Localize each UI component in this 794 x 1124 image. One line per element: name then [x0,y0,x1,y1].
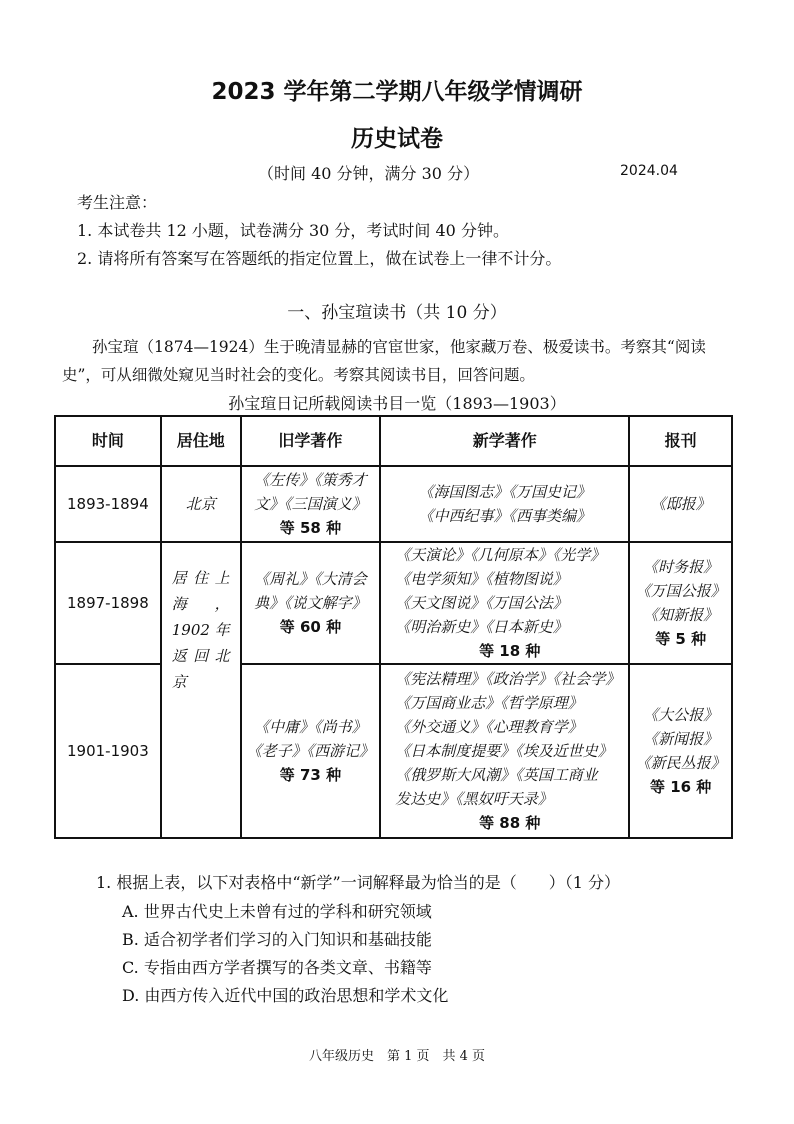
cell-residence [161,542,241,838]
book-line: 《俄罗斯大风潮》《英国工商业 [395,766,598,784]
book-line: 《外交通义》《心理教育学》 [395,718,583,736]
notice-item: 2. 请将所有答案写在答题纸的指定位置上，做在试卷上一律不计分。 [77,249,562,268]
book-count: 等 18 种 [479,642,541,660]
section-intro-line: 孙宝瑄（1874—1924）生于晚清显赫的官宦世家，他家藏万卷、极爱读书。考察其“阅读 [92,338,706,356]
residence-text: 居住上海，1902年返回北京 [171,569,230,691]
table-row [55,542,732,664]
paper-line: 《知新报》 [643,606,719,624]
cell-papers [629,466,732,542]
cell-time: 1901-1903 [55,664,161,838]
cell-residence: 北京 [161,466,241,542]
section-heading: 一、孙宝瑄读书（共 10 分） [287,303,507,323]
cell-time: 1893-1894 [55,466,161,542]
book-line: 《电学须知》《植物图说》 [395,570,568,588]
paper-count: 等 5 种 [655,630,707,648]
option-d[interactable]: D. 由西方传入近代中国的政治思想和学术文化 [122,986,449,1005]
book-line: 《万国商业志》《哲学原理》 [395,694,583,712]
paper-count: 等 16 种 [649,778,712,796]
book-line: 文》《三国演义》 [254,495,367,513]
book-line: 《左传》《策秀才 [254,471,367,489]
paper-line: 《新闻报》 [643,730,719,748]
page-footer: 八年级历史 第 1 页 共 4 页 [308,1049,486,1064]
book-line: 《宪法精理》《政治学》《社会学》 [395,670,621,688]
cell-papers [629,664,732,838]
book-line: 《天文图说》《万国公法》 [395,594,568,612]
book-line: 《天演论》《几何原本》《光学》 [395,546,606,564]
cell-time: 1897-1898 [55,542,161,664]
paper-line: 《时务报》 [643,558,719,576]
book-count: 等 60 种 [279,618,342,636]
book-line: 《中西纪事》《西事类编》 [418,507,591,525]
option-a[interactable]: A. 世界古代史上未曾有过的学科和研究领域 [122,902,432,921]
table-row [55,466,732,542]
cell-new-works [380,542,629,664]
col-header-residence: 居住地 [161,416,241,466]
paper-line: 《新民丛报》 [635,754,726,772]
cell-papers [629,542,732,664]
col-header-time: 时间 [55,416,161,466]
option-b[interactable]: B. 适合初学者们学习的入门知识和基础技能 [122,930,432,949]
paper-line: 《万国公报》 [635,582,726,600]
book-line: 《周礼》《大清会 [254,570,367,588]
col-header-papers: 报刊 [629,416,732,466]
paper-line: 《邸报》 [650,495,711,513]
page-title: 2023 学年第二学期八年级学情调研 [211,79,583,105]
exam-meta: （时间 40 分钟，满分 30 分） [258,164,480,183]
cell-old-works [241,466,381,542]
notice-item: 1. 本试卷共 12 小题，试卷满分 30 分，考试时间 40 分钟。 [77,221,509,240]
section-intro-line: 史”，可从细微处窥见当时社会的变化。考察其阅读书目，回答问题。 [62,366,535,384]
book-line: 《老子》《西游记》 [246,742,375,760]
cell-new-works [380,664,629,838]
table-caption: 孙宝瑄日记所载阅读书目一览（1893—1903） [228,394,566,413]
question-stem: 1. 根据上表，以下对表格中“新学”一词解释最为恰当的是（ ）（1 分） [96,873,620,892]
book-line: 《中庸》《尚书》 [254,718,367,736]
reading-list-table [54,415,733,839]
book-line: 典》《说文解字》 [254,594,367,612]
table-header-row [55,416,732,466]
paper-line: 《大公报》 [643,706,719,724]
book-count: 等 58 种 [279,519,342,537]
book-count: 等 88 种 [479,814,541,832]
option-c[interactable]: C. 专指由西方学者撰写的各类文章、书籍等 [122,958,432,977]
book-line: 《日本制度提要》《埃及近世史》 [395,742,613,760]
cell-old-works [241,664,381,838]
col-header-new-works: 新学著作 [380,416,629,466]
book-line: 发达史》《黑奴吁天录》 [395,790,553,808]
book-line: 《海国图志》《万国史记》 [418,483,591,501]
exam-date: 2024.04 [620,163,678,179]
cell-old-works [241,542,381,664]
cell-new-works [380,466,629,542]
book-count: 等 73 种 [279,766,342,784]
book-line: 《明治新史》《日本新史》 [395,618,568,636]
page-subtitle: 历史试卷 [351,126,443,152]
col-header-old-works: 旧学著作 [241,416,381,466]
table-row [55,664,732,838]
notice-heading: 考生注意： [77,193,158,212]
